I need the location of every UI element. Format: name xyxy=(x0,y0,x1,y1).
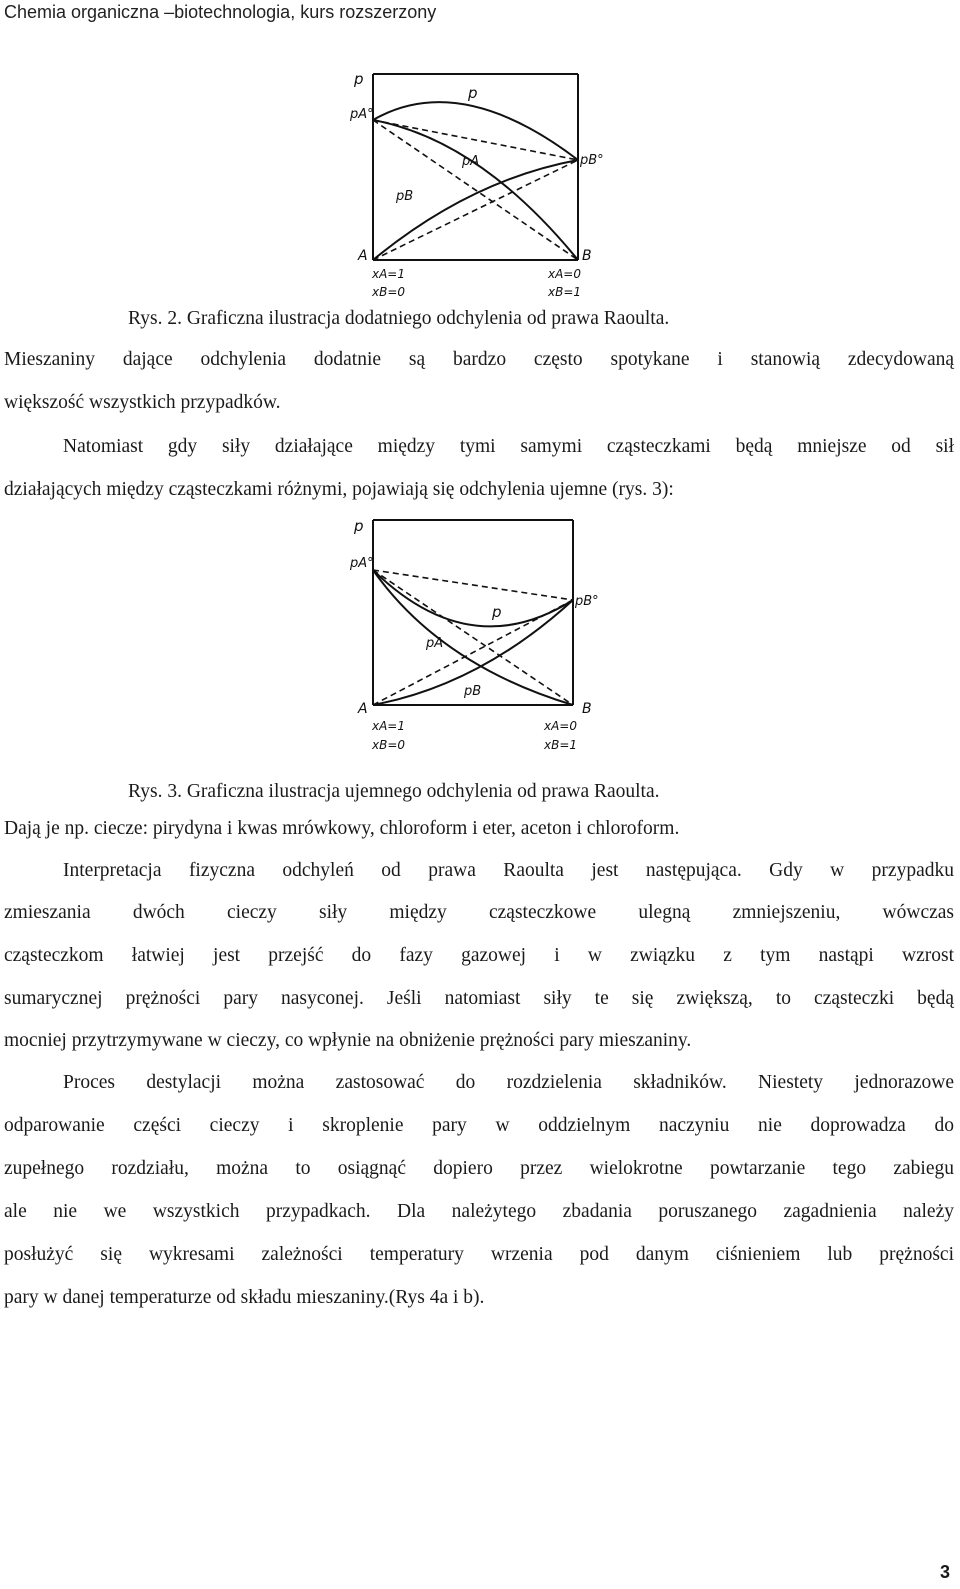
label-pA: pA xyxy=(462,154,480,169)
paragraph4-line3: cząsteczkom łatwiej jest przejść do fazy gazowej i w związku z tym nastąpi wzrost xyxy=(4,945,954,966)
figure2-caption: Rys. 2. Graficzna ilustracja dodatniego odchylenia od prawa Raoulta. xyxy=(128,308,670,329)
label-pA0: pA° xyxy=(350,107,374,122)
label-xA0: xA=0 xyxy=(548,267,581,281)
label-A: A xyxy=(358,701,368,717)
total-pressure-curve xyxy=(373,102,578,160)
paragraph1-line2: większość wszystkich przypadków. xyxy=(4,392,281,413)
paragraph5-line3: zupełnego rozdziału, można to osiągnąć dopiero przez wielokrotne powtarzanie tego zabiegu xyxy=(4,1158,954,1179)
label-xB0: xB=0 xyxy=(372,738,406,752)
label-pA: pA xyxy=(426,636,444,651)
paragraph5-line5: posłużyć się wykresami zależności temperatury wrzenia pod danym ciśnieniem lub prężności xyxy=(4,1244,954,1265)
paragraph4-line4: sumarycznej prężności pary nasyconej. Jeśli natomiast siły te się zwiększą, to cząsteczki będą xyxy=(4,988,954,1009)
label-pA0: pA° xyxy=(350,556,374,571)
label-pB: pB xyxy=(464,684,482,699)
paragraph5-line1: Proces destylacji można zastosować do rozdzielenia składników. Niestety jednorazowe xyxy=(63,1072,954,1093)
label-pB0: pB° xyxy=(580,153,604,168)
paragraph4-line5: mocniej przytrzymywane w cieczy, co wpłynie na obniżenie prężności pary mieszaniny. xyxy=(4,1030,692,1051)
paragraph5-line2: odparowanie części cieczy i skroplenie pary w oddzielnym naczyniu nie doprowadza do xyxy=(4,1115,954,1136)
label-p-axis: p xyxy=(354,70,364,88)
label-p-axis: p xyxy=(354,517,364,535)
paragraph4-line2: zmieszania dwóch cieczy siły między cząsteczkowe ulegną zmniejszeniu, wówczas xyxy=(4,902,954,923)
total-pressure-curve xyxy=(373,570,573,626)
figure-negative-deviation xyxy=(330,515,600,760)
label-xB1: xB=1 xyxy=(544,738,578,752)
label-xA1: xA=1 xyxy=(372,267,405,281)
running-header: Chemia organiczna –biotechnologia, kurs rozszerzony xyxy=(4,2,437,22)
paragraph5-line4: ale nie we wszystkich przypadkach. Dla należytego zbadania poruszanego zagadnienia należy xyxy=(4,1201,954,1222)
label-B: B xyxy=(582,701,592,717)
paragraph4-line1: Interpretacja fizyczna odchyleń od prawa Raoulta jest następująca. Gdy w przypadku xyxy=(63,860,954,881)
label-xA1: xA=1 xyxy=(372,719,405,733)
label-xA0: xA=0 xyxy=(544,719,577,733)
ideal-pB-line xyxy=(373,160,578,260)
label-p: p xyxy=(492,603,502,621)
label-p: p xyxy=(468,84,478,102)
label-pB0: pB° xyxy=(575,594,599,609)
paragraph2-line1: Natomiast gdy siły działające między tymi samymi cząsteczkami będą mniejsze od sił xyxy=(63,436,954,457)
paragraph3: Dają je np. ciecze: pirydyna i kwas mrówkowy, chloroform i eter, aceton i chloroform. xyxy=(4,818,680,839)
paragraph1-line1: Mieszaniny dające odchylenia dodatnie są bardzo często spotykane i stanowią zdecydowaną xyxy=(4,349,954,370)
paragraph5-line6: pary w danej temperaturze od składu mieszaniny.(Rys 4a i b). xyxy=(4,1287,485,1308)
figure-positive-deviation xyxy=(330,60,604,305)
label-B: B xyxy=(582,248,592,264)
label-xB1: xB=1 xyxy=(548,285,582,299)
label-pB: pB xyxy=(396,189,414,204)
label-A: A xyxy=(358,248,368,264)
paragraph2-line2: działających między cząsteczkami różnymi, pojawiają się odchylenia ujemne (rys. 3): xyxy=(4,479,674,500)
figure3-caption: Rys. 3. Graficzna ilustracja ujemnego odchylenia od prawa Raoulta. xyxy=(128,781,660,802)
page-number: 3 xyxy=(939,1562,950,1582)
label-xB0: xB=0 xyxy=(372,285,406,299)
